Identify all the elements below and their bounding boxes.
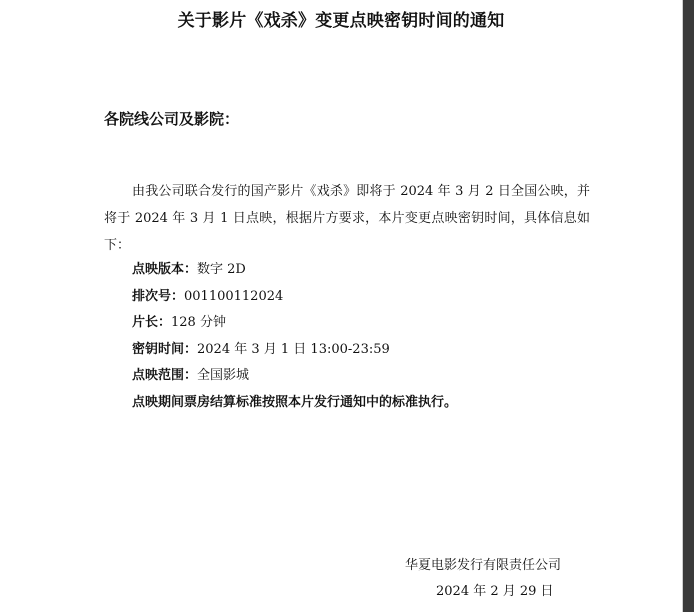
detail-label: 密钥时间： xyxy=(132,342,198,357)
detail-label: 排次号： xyxy=(132,289,185,304)
detail-value: 数字 2D xyxy=(197,262,246,277)
detail-label: 片长： xyxy=(132,315,172,330)
issuer-company: 华夏电影发行有限责任公司 xyxy=(405,558,562,573)
detail-label: 点映范围： xyxy=(132,368,198,383)
detail-screening-version xyxy=(132,261,246,279)
detail-value: 全国影城 xyxy=(197,368,250,383)
detail-label: 点映版本： xyxy=(132,262,198,277)
detail-value: 2024 年 3 月 1 日 13:00-23:59 xyxy=(197,342,390,357)
detail-key-time xyxy=(132,341,390,359)
detail-value: 001100112024 xyxy=(184,289,284,304)
issue-date: 2024 年 2 月 29 日 xyxy=(436,584,554,599)
detail-schedule-number xyxy=(132,288,283,306)
detail-screening-scope xyxy=(132,367,249,385)
viewer-side-strip xyxy=(682,0,694,612)
body-paragraph: 由我公司联合发行的国产影片《戏杀》即将于 2024 年 3 月 2 日全国公映，并将于 2024 年 3 月 1 日点映，根据片方要求，本片变更点映密钥时间，具体信息如下： xyxy=(104,184,590,253)
detail-value: 128 分钟 xyxy=(171,315,226,330)
salutation: 各院线公司及影院： xyxy=(104,110,240,128)
settlement-note: 点映期间票房结算标准按照本片发行通知中的标准执行。 xyxy=(132,395,458,410)
document-title: 关于影片《戏杀》变更点映密钥时间的通知 xyxy=(177,11,505,31)
detail-duration xyxy=(132,314,226,332)
